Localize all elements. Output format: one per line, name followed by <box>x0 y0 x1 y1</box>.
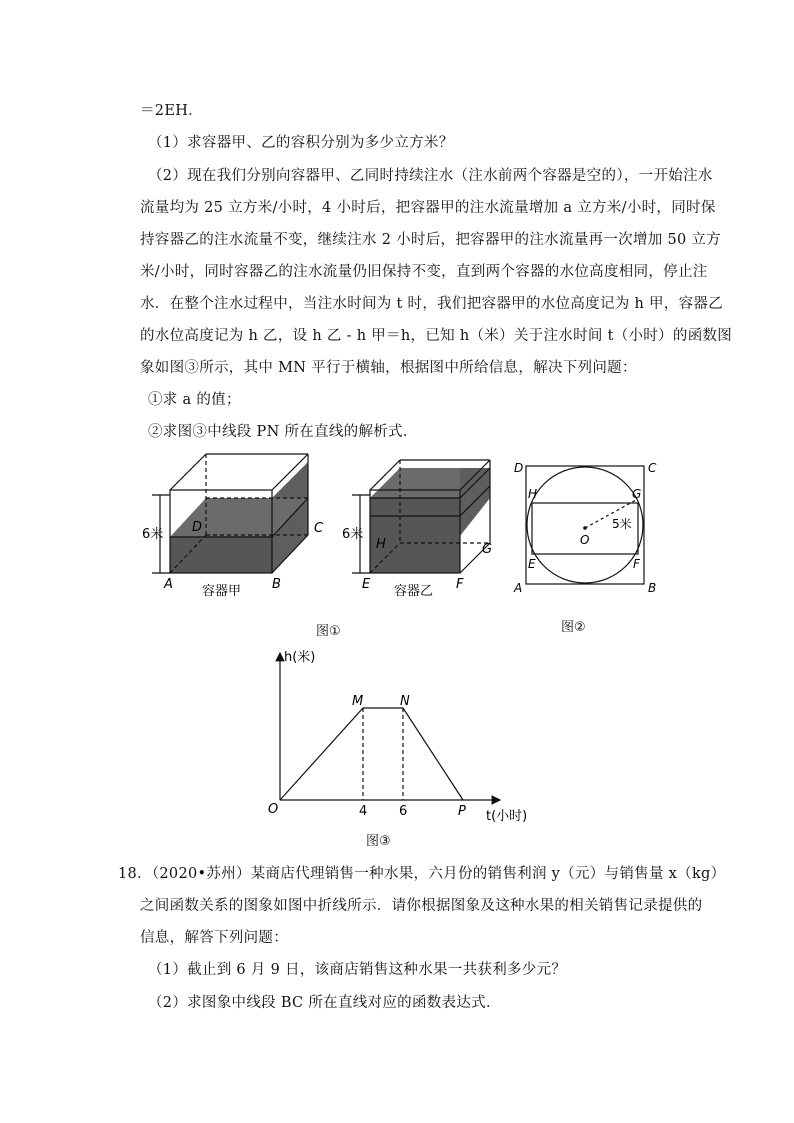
fig3-label-P: P <box>458 804 466 819</box>
fig2-label-A: A <box>514 581 523 595</box>
question-2-line-3: 持容器乙的注水流量不变，继续注水 2 小时后，把容器甲的注水流量再一次增加 50 立方 <box>140 232 722 248</box>
graph-line-OMNP <box>280 708 463 800</box>
figure-3-caption: 图③ <box>366 834 391 849</box>
fig3-label-M: M <box>352 694 364 709</box>
fig1-label-A: A <box>164 577 173 592</box>
question-2-line-7: 象如图③所示，其中 MN 平行于横轴，根据图中所给信息，解决下列问题： <box>140 360 637 376</box>
fig1-label-F: F <box>456 577 464 592</box>
fig1-label-C: C <box>314 521 324 536</box>
q18-line-1: 18．（2020•苏州）某商店代理销售一种水果，六月份的销售利润 y（元）与销售量 x（kg） <box>118 866 726 882</box>
question-2-line-6: 的水位高度记为 h 乙，设 h 乙 - h 甲＝h，已知 h（米）关于注水时间 t（小时）的函数图 <box>140 328 733 344</box>
fig3-tick-6: 6 <box>399 804 408 819</box>
fig2-label-H: H <box>528 487 538 501</box>
question-2-line-4: 米/小时，同时容器乙的注水流量仍旧保持不变，直到两个容器的水位高度相同，停止注 <box>140 264 708 280</box>
container-jia <box>152 454 308 573</box>
fig2-label-C: C <box>648 461 657 475</box>
sub-question-1: ①求 a 的值； <box>148 392 241 408</box>
figure-1-containers <box>130 440 510 610</box>
q18-question-1: （1）截止到 6 月 9 日，该商店销售这种水果一共获利多少元？ <box>148 962 567 978</box>
fig1-label-E: E <box>362 577 371 592</box>
fig1-label-H: H <box>376 537 386 552</box>
question-2-line-5: 水．在整个注水过程中，当注水时间为 t 时，我们把容器甲的水位高度记为 h 甲，容器乙 <box>140 296 723 312</box>
fig2-label-G: G <box>632 487 642 501</box>
figure-2-caption: 图② <box>561 620 586 635</box>
fig1-name-yi: 容器乙 <box>394 584 434 599</box>
fig2-label-O: O <box>580 533 590 547</box>
figure-2-circle <box>508 458 668 598</box>
fig3-x-label: t(小时) <box>486 809 528 824</box>
sub-question-2: ②求图③中线段 PN 所在直线的解析式． <box>148 424 418 440</box>
fig1-height-jia: 6米 <box>142 527 164 542</box>
fig1-label-G: G <box>482 542 493 557</box>
figure-3-graph <box>260 645 540 827</box>
question-2-line-2: 流量均为 25 立方米/小时，4 小时后，把容器甲的注水流量增加 a 立方米/小时，同时保 <box>140 200 716 216</box>
q18-question-2: （2）求图象中线段 BC 所在直线对应的函数表达式． <box>148 995 501 1011</box>
q18-line-2: 之间函数关系的图象如图中折线所示．请你根据图象及这种水果的相关销售记录提供的 <box>140 898 703 914</box>
question-1: （1）求容器甲、乙的容积分别为多少立方米？ <box>148 135 454 151</box>
fig2-label-E: E <box>528 557 536 571</box>
fig1-height-yi: 6米 <box>342 527 364 542</box>
fig3-label-O: O <box>268 802 279 817</box>
fig1-name-jia: 容器甲 <box>202 584 242 599</box>
fig2-label-F: F <box>633 557 640 571</box>
fig2-label-B: B <box>648 581 657 595</box>
fig3-tick-4: 4 <box>359 804 368 819</box>
question-2-line-1: （2）现在我们分别向容器甲、乙同时持续注水（注水前两个容器是空的），一开始注水 <box>148 168 713 184</box>
fig1-label-B: B <box>272 577 281 592</box>
fig3-y-label: h(米) <box>284 650 316 665</box>
fig2-radius: 5米 <box>612 517 632 531</box>
fig1-label-D: D <box>192 520 203 535</box>
fig2-label-D: D <box>514 461 524 475</box>
text-line-1: ＝2EH． <box>140 103 203 119</box>
fig3-label-N: N <box>400 694 410 709</box>
figure-1-caption: 图① <box>316 624 341 639</box>
container-yi <box>352 460 493 573</box>
q18-line-3: 信息，解答下列问题： <box>140 930 288 946</box>
